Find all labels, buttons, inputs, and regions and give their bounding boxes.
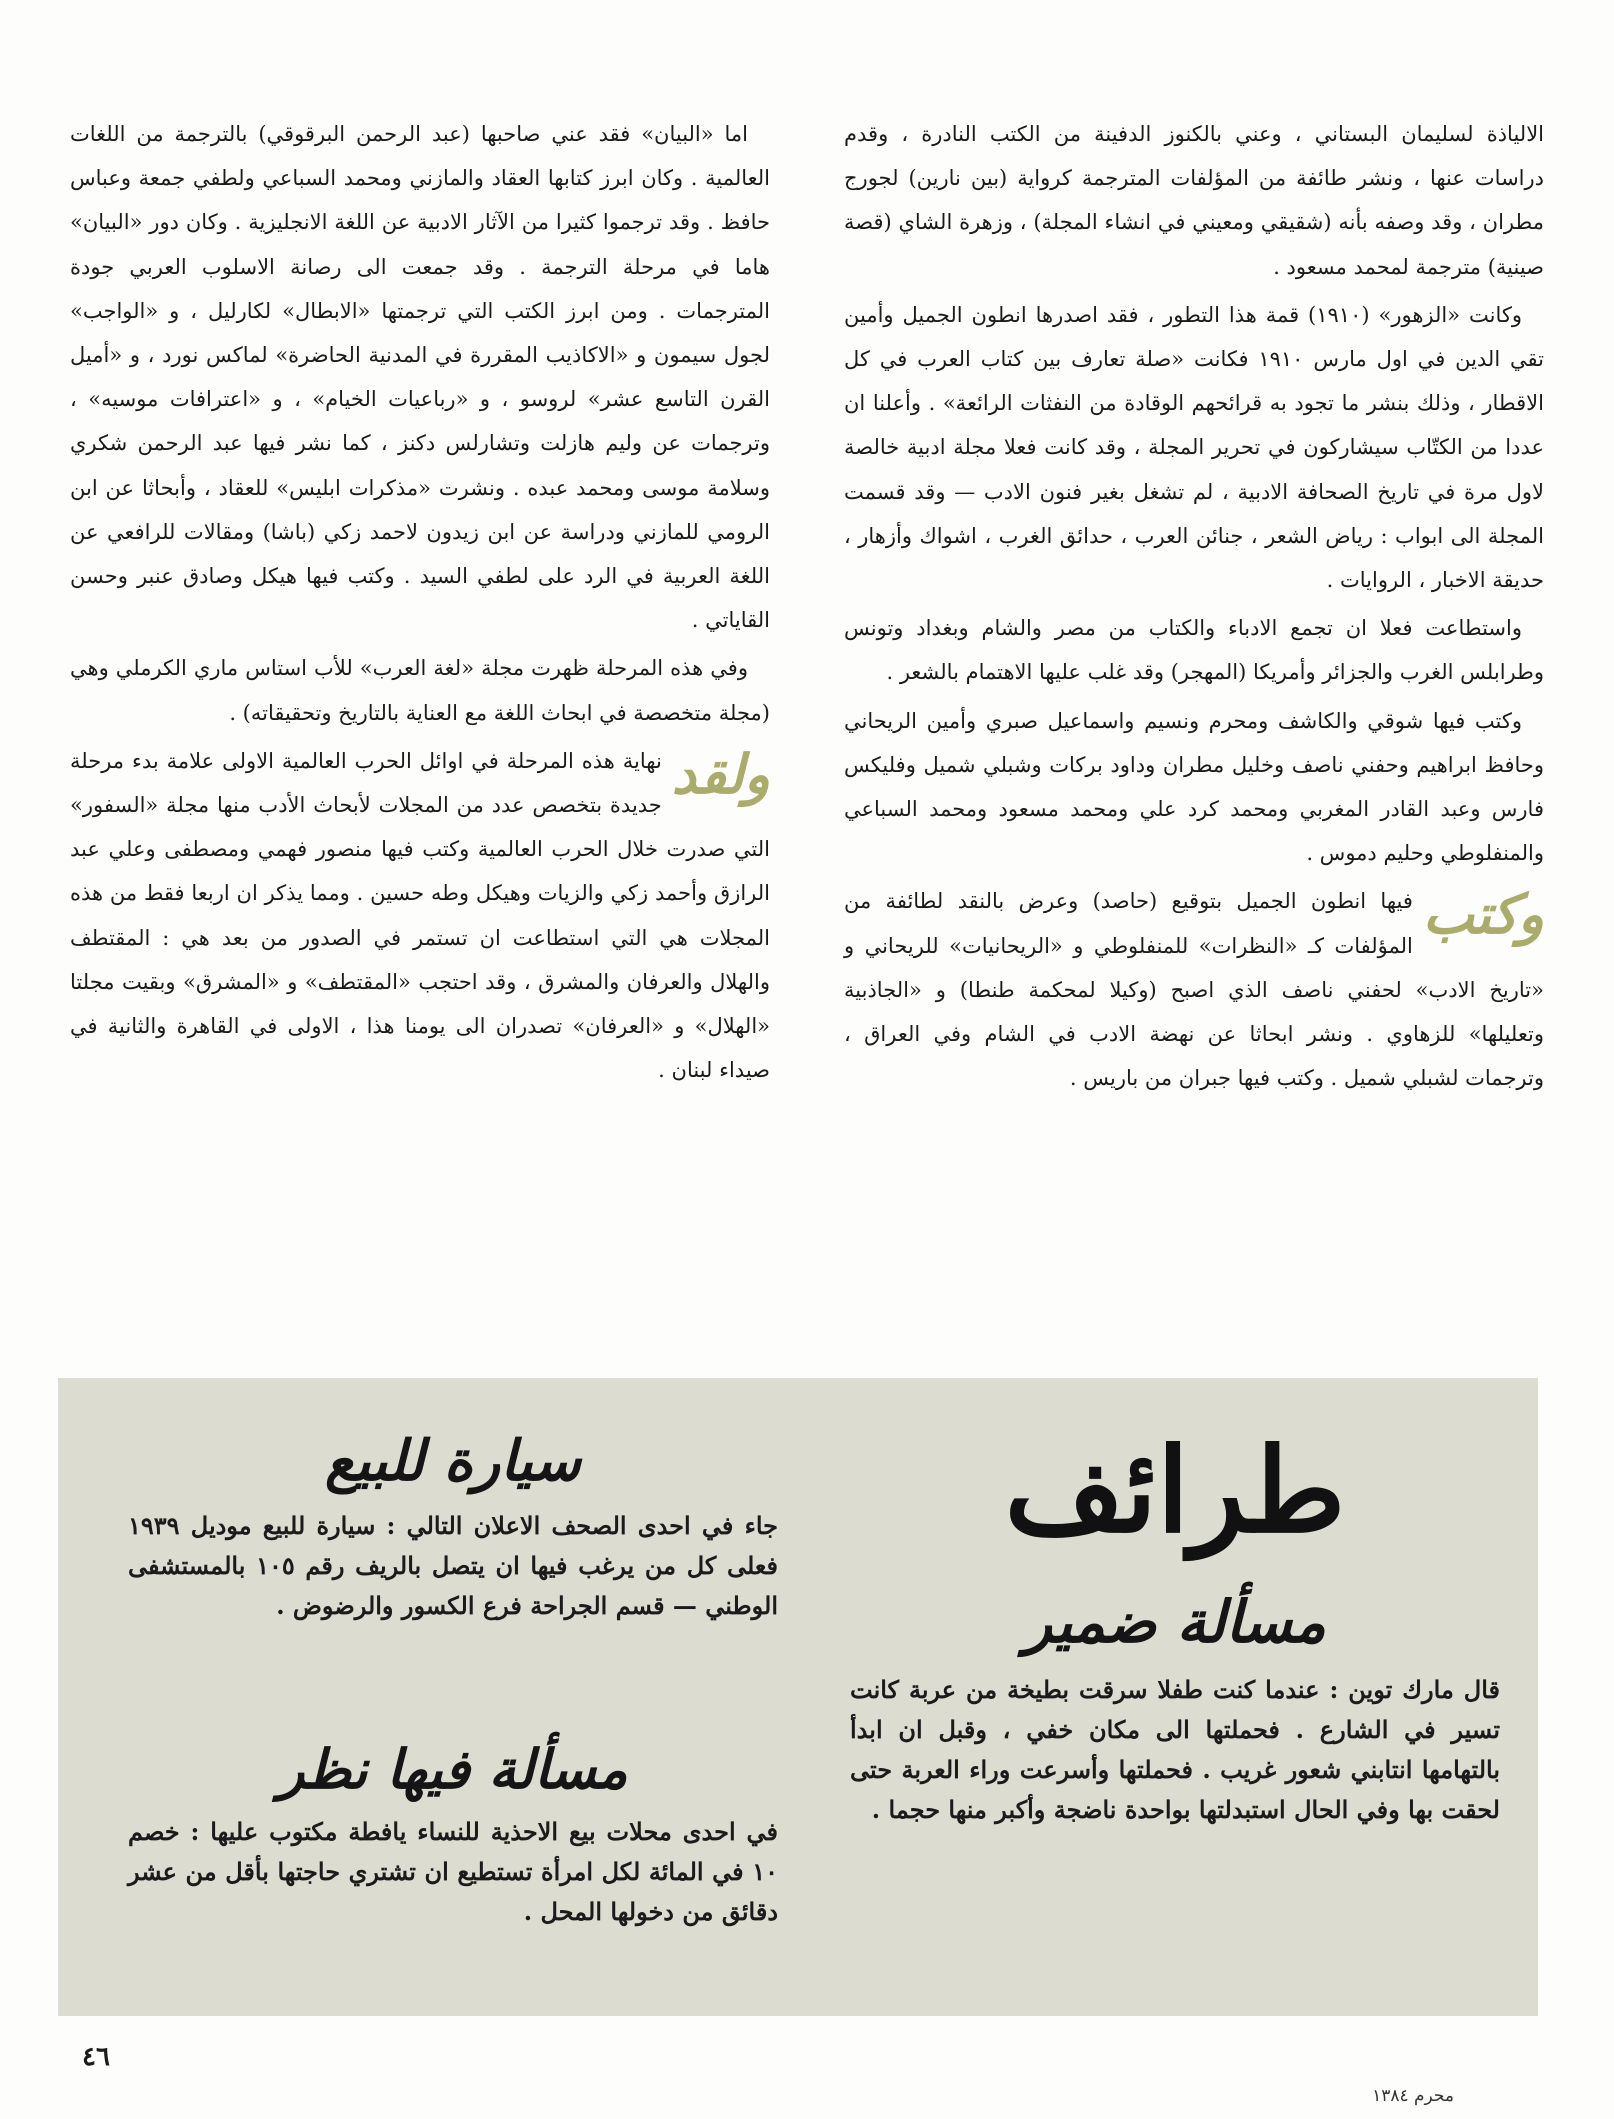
question-title: مسألة فيها نظر <box>278 1737 628 1801</box>
right-paragraph-1: الالياذة لسليمان البستاني ، وعني بالكنوز الدفينة من الكتب النادرة ، وقدم دراسات عنها ، ونشر طائفة من المؤلفات المترجمة كرواية (بين نارين) لجورج مطران ، وقد وصفه بأنه (شقيقي ومعيني في انشاء المجلة) ، وزهرة الشاي (قصة صينية) مترجمة لمحمد مسعود . <box>844 122 1544 279</box>
conscience-text: قال مارك توين : عندما كنت طفلا سرقت بطيخة من عربة كانت تسير في الشارع . فحملتها الى مكان خفي ، وقبل ان ابدأ بالتهامها انتابني شعور غريب . فحملتها وأسرعت وراء العربة حتى لحقت بها وفي الحال استبدلتها بواحدة ناضجة وأكبر منها حجما . <box>850 1675 1500 1824</box>
left-paragraph-1: اما «البيان» فقد عني صاحبها (عبد الرحمن البرقوقي) بالترجمة من اللغات العالمية . وكان ابرز كتابها العقاد والمازني ومحمد السباعي ولطفي جمعة وعباس حافظ . وقد ترجموا كثيرا من الآثار الادبية عن اللغة الانجليزية . وكان دور «البيان» هاما في مرحلة الترجمة . وقد جمعت الى رصانة الاسلوب العربي جودة المترجمات . ومن ابرز الكتب التي ترجمتها «الابطال» لكارليل ، و «الواجب» لجول سيمون و «الاكاذيب المقررة في المدنية الحاضرة» لماكس نورد ، و «أميل القرن التاسع عشر» لروسو ، و «رباعيات الخيام» ، و «اعترافات موسيه» ، وترجمات عن وليم هازلت وتشارلس دكنز ، كما نشر فيها عبد الرحمن شكري وسلامة موسى ومحمد عبده . ونشرت «مذكرات ابليس» للعقاد ، وأبحاثا عن ابن الرومي للمازني ودراسة عن ابن زيدون لاحمد زكي (باشا) ومقالات للرافعي عن اللغة العربية في الرد على لطفي السيد . وكتب فيها هيكل وصادق عنبر وحسن القاياتي . <box>70 122 770 633</box>
right-paragraph-5 <box>844 879 1544 1100</box>
car-for-sale-title: سيارة للبيع <box>325 1428 581 1494</box>
question-text: في احدى محلات بيع الاحذية للنساء يافطة مكتوب عليها : خصم ١٠ في المائة لكل امرأة تستطيع ان تشتري حاجتها بأقل من عشر دقائق من دخولها المحل . <box>128 1817 778 1926</box>
car-for-sale-box <box>128 1416 778 1626</box>
left-paragraph-2: وفي هذه المرحلة ظهرت مجلة «لغة العرب» للأب استاس ماري الكرملي وهي (مجلة متخصصة في ابحاث اللغة مع العناية بالتاريخ وتحقيقاته) . <box>70 656 770 725</box>
drop-word-walaqad: ولقد <box>671 741 770 806</box>
left-paragraph-3-text: نهاية هذه المرحلة في اوائل الحرب العالمية الاولى علامة بدء مرحلة جديدة بتخصص عدد من المجلات لأبحاث الأدب منها مجلة «السفور» التي صدرت خلال الحرب العالمية وكتب فيها منصور فهمي ومصطفى وعلي عبد الرازق وأحمد زكي والزيات وهيكل وطه حسين . ومما يذكر ان اربعا فقط من هذه المجلات هي التي استطاعت ان تستمر في الصدور من بعد هي : المقتطف والهلال والعرفان والمشرق ، وقد احتجب «المقتطف» و «المشرق» وبقيت مجلتا «الهلال» و «العرفان» تصدران الى يومنا هذا ، الاولى في القاهرة والثانية في صيداء لبنان . <box>70 748 770 1083</box>
drop-word-wakataba: وكتب <box>1422 882 1544 947</box>
footer-date: محرم ١٣٨٤ <box>1372 2086 1454 2106</box>
right-column <box>844 112 1544 1104</box>
right-paragraph-4: وكتب فيها شوقي والكاشف ومحرم ونسيم واسماعيل صبري وأمين الريحاني وحافظ ابراهيم وحفني ناصف وخليل مطران وداود بركات وشبلي شميل وفليكس فارس وعبد القادر المغربي ومحمد كرد علي ومحمد مسعود ومحمد السباعي والمنفلوطي وحليم دموس . <box>844 708 1544 866</box>
right-paragraph-2: وكانت «الزهور» (١٩١٠) قمة هذا التطور ، فقد اصدرها انطون الجميل وأمين تقي الدين في اول مارس ١٩١٠ فكانت «صلة تعارف بين كتاب العرب في كل الاقطار ، وذلك بنشر ما تجود به قرائحهم الوقادة من النفثات الرائعة» . وأعلنا ان عددا من الكتّاب سيشاركون في تحرير المجلة ، وقد كانت فعلا مجلة ادبية خالصة لاول مرة في تاريخ الصحافة الادبية ، لم تشغل بغير فنون الادب — وقد قسمت المجلة الى ابواب : رياض الشعر ، جنائن العرب ، حدائق الغرب ، اشواك وأزهار ، حديقة الاخبار ، الروايات . <box>844 302 1545 593</box>
left-paragraph-3 <box>70 739 770 1093</box>
question-box <box>128 1726 778 1932</box>
page-number: ٤٦ <box>82 2042 110 2072</box>
section-title-taraif: طرائف <box>1004 1423 1346 1559</box>
anecdotes-panel <box>58 1378 1538 2016</box>
conscience-title: مسألة ضمير <box>1024 1588 1326 1656</box>
right-paragraph-3: واستطاعت فعلا ان تجمع الادباء والكتاب من مصر والشام وبغداد وتونس وطرابلس الغرب والجزائر وأمريكا (المهجر) وقد غلب عليها الاهتمام بالشعر . <box>844 616 1544 685</box>
right-paragraph-5-text: فيها انطون الجميل بتوقيع (حاصد) وعرض بالنقد لطائفة من المؤلفات كـ «النظرات» للمنفلوطي و «الريحانيات» للريحاني و «تاريخ الادب» لحفني ناصف الذي اصبح (وكيلا لمحكمة طنطا) و «الجاذبية وتعليلها» للزهاوي . ونشر ابحاثا عن نهضة الادب في الشام وفي العراق ، وترجمات لشبلي شميل . وكتب فيها جبران من باريس . <box>844 889 1544 1091</box>
left-column <box>70 112 770 1096</box>
conscience-box <box>850 1416 1500 1830</box>
car-for-sale-text: جاء في احدى الصحف الاعلان التالي : سيارة للبيع موديل ١٩٣٩ فعلى كل من يرغب فيها ان يتصل بالريف رقم ١٠٥ بالمستشفى الوطني — قسم الجراحة فرع الكسور والرضوض . <box>128 1511 779 1620</box>
